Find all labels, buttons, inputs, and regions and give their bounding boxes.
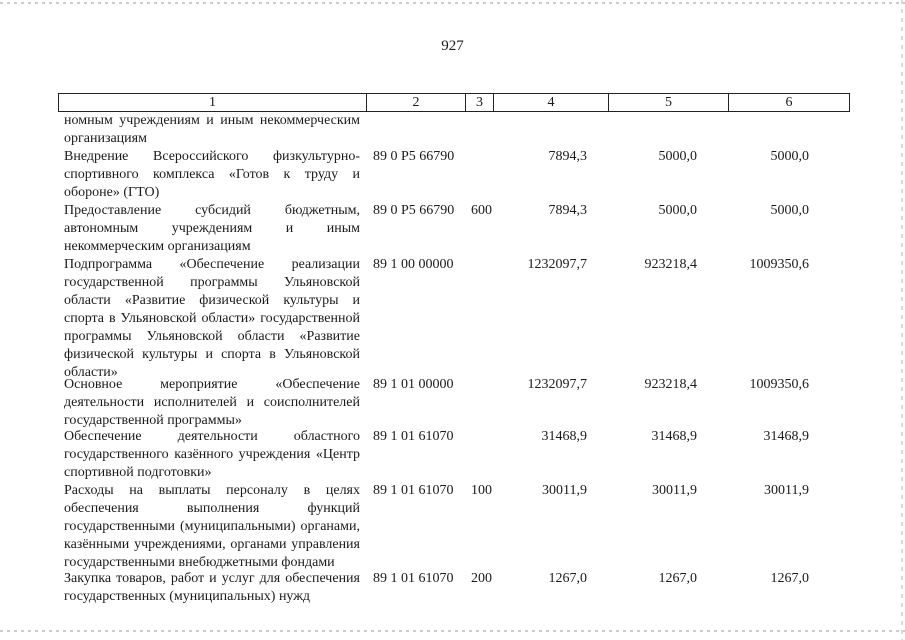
scan-edge-bottom [0,630,905,632]
row-value-col5: 31468,9 [651,429,697,444]
row-expense-type: 100 [471,483,492,498]
row-description: Внедрение Всероссийского физкультурно-спортивного комплекса «Готов к труду и обороне» (ГТО) [64,149,360,200]
row-code: 89 1 01 00000 [373,377,454,392]
row-code: 89 1 01 61070 [373,429,454,444]
row-description: Обеспечение деятельности областного государственного казённого учреждения «Центр спортивной подготовки» [64,429,360,480]
row-value-col4: 1267,0 [548,571,587,586]
row-expense-type: 600 [471,203,492,218]
row-value-col5: 5000,0 [658,203,697,218]
row-value-col6: 5000,0 [770,149,809,164]
row-value-col6: 1267,0 [770,571,809,586]
row-value-col6: 1009350,6 [749,257,809,272]
header-col-3: 3 [466,94,494,111]
row-value-col4: 7894,3 [548,149,587,164]
row-code: 89 1 01 61070 [373,483,454,498]
scan-edge-top [0,2,905,4]
table-row [0,202,905,256]
row-value-col6: 5000,0 [770,203,809,218]
page-number: 927 [441,38,464,54]
row-value-col4: 1232097,7 [527,257,587,272]
header-col-2: 2 [367,94,466,111]
row-value-col6: 30011,9 [764,483,809,498]
row-description: Закупка товаров, работ и услуг для обеспечения государственных (муниципальных) нужд [64,571,360,604]
table-row [0,112,905,148]
row-value-col5: 5000,0 [658,149,697,164]
row-value-col4: 30011,9 [542,483,587,498]
row-value-col6: 1009350,6 [749,377,809,392]
header-col-4: 4 [494,94,609,111]
row-code: 89 0 P5 66790 [373,203,455,218]
row-code: 89 1 01 61070 [373,571,454,586]
row-code: 89 0 P5 66790 [373,149,455,164]
row-description: Основное мероприятие «Обеспечение деятельности исполнителей и соисполнителей государственной программы» [64,377,360,428]
header-col-6: 6 [785,95,793,110]
row-description: Предоставление субсидий бюджетным, автономным учреждениям и иным некоммерческим организациям [64,203,360,254]
header-col-1: 1 [59,94,367,111]
row-value-col4: 1232097,7 [527,377,587,392]
row-expense-type: 200 [471,571,492,586]
row-value-col4: 31468,9 [541,429,587,444]
row-value-col5: 1267,0 [658,571,697,586]
row-value-col4: 7894,3 [548,203,587,218]
table-row [0,376,905,428]
table-row [0,256,905,380]
table-row [0,482,905,570]
row-description: Расходы на выплаты персоналу в целях обеспечения выполнения функций государственными (муниципальными) органами, казёнными учреждениями, органами управления государственными внебюджетными фондами [64,483,360,570]
row-value-col5: 923218,4 [644,257,697,272]
table-row [0,428,905,482]
table-row [0,570,905,610]
row-value-col6: 31468,9 [763,429,809,444]
row-code: 89 1 00 00000 [373,257,454,272]
row-value-col5: 923218,4 [644,377,697,392]
table-row [0,148,905,202]
row-description: Подпрограмма «Обеспечение реализации государственной программы Ульяновской области «Развитие физической культуры и спорта в Ульяновской области» государственной программы Ульяновской области «Развитие физической культуры и спорта в Ульяновской области» [64,257,360,380]
row-description: номным учреждениям и иным некоммерческим организациям [64,113,360,146]
row-value-col5: 30011,9 [652,483,697,498]
header-col-5: 5 [609,94,729,111]
table-header [58,93,850,112]
